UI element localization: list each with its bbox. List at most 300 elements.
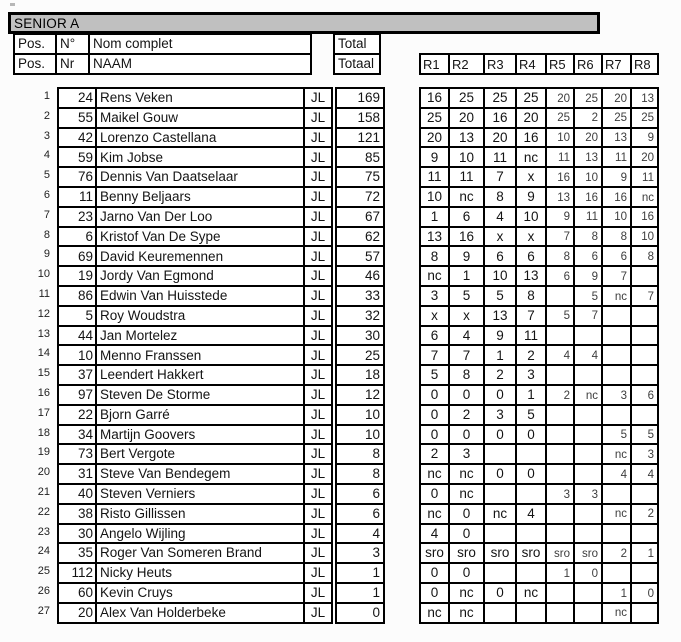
score-cell-r2: nc xyxy=(449,583,484,603)
score-cell-r2: 8 xyxy=(449,365,484,385)
score-cell-r3 xyxy=(484,444,516,464)
category-cell: JL xyxy=(304,543,332,563)
score-cell-r8: 25 xyxy=(631,108,658,128)
rider-row xyxy=(58,88,332,108)
scan-artifact xyxy=(10,3,15,6)
score-cell-r4: 0 xyxy=(516,464,546,484)
category-cell: JL xyxy=(304,405,332,425)
score-cell-r5: 4 xyxy=(546,345,574,365)
rider-number-cell: 31 xyxy=(58,464,96,484)
position-label: 9 xyxy=(43,248,50,261)
rider-name-cell: Bjorn Garré xyxy=(96,405,304,425)
rider-number-cell: 112 xyxy=(58,563,96,583)
score-cell-r4: 10 xyxy=(516,207,546,227)
score-cell-r6: 0 xyxy=(574,563,602,583)
score-cell-r8: 4 xyxy=(631,464,658,484)
total-cell: 3 xyxy=(336,543,384,563)
rider-number-cell: 34 xyxy=(58,425,96,445)
rounds-header-row xyxy=(420,54,658,74)
rider-name-cell: Rens Veken xyxy=(96,88,304,108)
rider-name-cell: Menno Franssen xyxy=(96,345,304,365)
score-cell-r4 xyxy=(516,444,546,464)
rider-row xyxy=(58,425,332,445)
score-cell-r7: 6 xyxy=(602,246,631,266)
rider-name-cell: Kristof Van De Sype xyxy=(96,227,304,247)
rider-number-cell: 24 xyxy=(58,88,96,108)
header-total-nl: Totaal xyxy=(334,54,380,74)
total-row xyxy=(336,326,384,346)
total-row xyxy=(336,286,384,306)
score-cell-r3 xyxy=(484,603,516,623)
score-cell-r2: 3 xyxy=(449,444,484,464)
rider-row xyxy=(58,583,332,603)
score-cell-r5 xyxy=(546,286,574,306)
total-cell: 1 xyxy=(336,563,384,583)
score-cell-r7: 25 xyxy=(602,108,631,128)
score-cell-r4: 3 xyxy=(516,365,546,385)
score-cell-r4: 2 xyxy=(516,345,546,365)
total-cell: 30 xyxy=(336,326,384,346)
score-cell-r4: 16 xyxy=(516,128,546,148)
total-cell: 46 xyxy=(336,266,384,286)
total-row xyxy=(336,88,384,108)
rider-row xyxy=(58,385,332,405)
total-row xyxy=(336,444,384,464)
total-row xyxy=(336,405,384,425)
score-cell-r3: 3 xyxy=(484,405,516,425)
total-cell: 18 xyxy=(336,365,384,385)
category-cell: JL xyxy=(304,524,332,544)
rider-row xyxy=(58,167,332,187)
total-cell: 6 xyxy=(336,504,384,524)
score-cell-r2: 0 xyxy=(449,504,484,524)
total-cell: 12 xyxy=(336,385,384,405)
score-cell-r1: nc xyxy=(420,464,449,484)
total-row xyxy=(336,227,384,247)
position-label: 16 xyxy=(37,386,50,399)
header-name-fr: Nom complet xyxy=(89,34,311,54)
position-label: 13 xyxy=(37,327,50,340)
category-cell: JL xyxy=(304,603,332,623)
score-cell-r7: 16 xyxy=(602,187,631,207)
scores-row xyxy=(420,167,658,187)
score-cell-r5: 6 xyxy=(546,266,574,286)
score-cell-r5: 20 xyxy=(546,88,574,108)
score-cell-r1: sro xyxy=(420,543,449,563)
scores-row xyxy=(420,88,658,108)
score-cell-r5: 11 xyxy=(546,147,574,167)
rider-name-cell: Benny Beljaars xyxy=(96,187,304,207)
rider-name-cell: Leendert Hakkert xyxy=(96,365,304,385)
score-cell-r7: 10 xyxy=(602,207,631,227)
score-cell-r6: 6 xyxy=(574,246,602,266)
total-cell: 8 xyxy=(336,464,384,484)
score-cell-r6: 8 xyxy=(574,227,602,247)
score-cell-r5: 9 xyxy=(546,207,574,227)
score-cell-r3: 13 xyxy=(484,306,516,326)
header-row-nl xyxy=(14,54,311,74)
score-cell-r5: 16 xyxy=(546,167,574,187)
score-cell-r1: 0 xyxy=(420,425,449,445)
position-label: 15 xyxy=(37,367,50,380)
rider-number-cell: 23 xyxy=(58,207,96,227)
total-row xyxy=(336,524,384,544)
position-label: 27 xyxy=(37,604,50,617)
category-cell: JL xyxy=(304,484,332,504)
category-cell: JL xyxy=(304,128,332,148)
score-cell-r7: 3 xyxy=(602,385,631,405)
score-cell-r4: 4 xyxy=(516,504,546,524)
rider-row xyxy=(58,345,332,365)
rider-name-cell: Roger Van Someren Brand xyxy=(96,543,304,563)
rider-number-cell: 22 xyxy=(58,405,96,425)
score-cell-r5 xyxy=(546,326,574,346)
score-cell-r6 xyxy=(574,444,602,464)
score-cell-r3 xyxy=(484,524,516,544)
score-cell-r2: sro xyxy=(449,543,484,563)
rider-number-cell: 20 xyxy=(58,603,96,623)
position-label: 14 xyxy=(37,347,50,360)
category-cell: JL xyxy=(304,306,332,326)
rider-number-cell: 37 xyxy=(58,365,96,385)
score-cell-r3: 2 xyxy=(484,365,516,385)
position-label: 1 xyxy=(43,90,50,102)
scores-row xyxy=(420,207,658,227)
score-cell-r7: 7 xyxy=(602,266,631,286)
score-cell-r3: nc xyxy=(484,504,516,524)
score-cell-r4: 5 xyxy=(516,405,546,425)
rider-number-cell: 60 xyxy=(58,583,96,603)
rider-row xyxy=(58,524,332,544)
header-num-fr: N° xyxy=(56,34,89,54)
rider-row xyxy=(58,147,332,167)
score-cell-r1: 20 xyxy=(420,128,449,148)
score-cell-r5: sro xyxy=(546,543,574,563)
category-cell: JL xyxy=(304,345,332,365)
score-cell-r8 xyxy=(631,524,658,544)
score-cell-r3: x xyxy=(484,227,516,247)
score-cell-r5: 13 xyxy=(546,187,574,207)
round-header-r3: R3 xyxy=(484,54,516,74)
score-cell-r4: 13 xyxy=(516,266,546,286)
rider-number-cell: 40 xyxy=(58,484,96,504)
score-cell-r2: 0 xyxy=(449,425,484,445)
position-label: 24 xyxy=(37,545,50,558)
score-cell-r2: nc xyxy=(449,464,484,484)
score-cell-r3: 10 xyxy=(484,266,516,286)
total-row xyxy=(336,385,384,405)
score-cell-r5 xyxy=(546,504,574,524)
category-cell: JL xyxy=(304,444,332,464)
score-cell-r1: 0 xyxy=(420,583,449,603)
score-cell-r1: 10 xyxy=(420,187,449,207)
total-row xyxy=(336,306,384,326)
score-cell-r6 xyxy=(574,524,602,544)
total-row xyxy=(336,128,384,148)
score-cell-r1: nc xyxy=(420,266,449,286)
rider-row xyxy=(58,128,332,148)
score-cell-r2: 10 xyxy=(449,147,484,167)
score-cell-r4: 7 xyxy=(516,306,546,326)
total-row xyxy=(336,563,384,583)
score-cell-r1: 0 xyxy=(420,484,449,504)
score-cell-r1: 13 xyxy=(420,227,449,247)
score-cell-r6: 3 xyxy=(574,484,602,504)
scores-row xyxy=(420,385,658,405)
rider-number-cell: 59 xyxy=(58,147,96,167)
rider-row xyxy=(58,306,332,326)
score-cell-r2: 5 xyxy=(449,286,484,306)
score-cell-r6 xyxy=(574,504,602,524)
rider-row xyxy=(58,603,332,623)
rider-row xyxy=(58,326,332,346)
total-cell: 72 xyxy=(336,187,384,207)
position-label: 6 xyxy=(43,188,50,201)
score-cell-r6 xyxy=(574,326,602,346)
score-cell-r7: nc xyxy=(602,444,631,464)
score-cell-r7: 9 xyxy=(602,167,631,187)
score-cell-r2: nc xyxy=(449,603,484,623)
score-cell-r3: 6 xyxy=(484,246,516,266)
score-cell-r4 xyxy=(516,563,546,583)
score-cell-r1: 3 xyxy=(420,286,449,306)
score-cell-r5 xyxy=(546,365,574,385)
rider-row xyxy=(58,563,332,583)
rider-number-cell: 55 xyxy=(58,108,96,128)
score-cell-r7: 1 xyxy=(602,583,631,603)
score-cell-r1: 6 xyxy=(420,326,449,346)
total-cell: 33 xyxy=(336,286,384,306)
score-cell-r2: 2 xyxy=(449,405,484,425)
category-cell: JL xyxy=(304,187,332,207)
score-cell-r1: 2 xyxy=(420,444,449,464)
category-cell: JL xyxy=(304,108,332,128)
score-cell-r7: nc xyxy=(602,603,631,623)
score-cell-r3: 4 xyxy=(484,207,516,227)
score-cell-r2: 0 xyxy=(449,385,484,405)
total-cell: 121 xyxy=(336,128,384,148)
round-header-r7: R7 xyxy=(602,54,631,74)
score-cell-r8: 16 xyxy=(631,207,658,227)
rider-name-cell: Jan Mortelez xyxy=(96,326,304,346)
rider-row xyxy=(58,484,332,504)
score-cell-r6 xyxy=(574,583,602,603)
score-cell-r7: 5 xyxy=(602,425,631,445)
score-cell-r5 xyxy=(546,444,574,464)
category-cell: JL xyxy=(304,147,332,167)
total-row xyxy=(336,504,384,524)
round-header-r2: R2 xyxy=(449,54,484,74)
score-cell-r1: 11 xyxy=(420,167,449,187)
score-cell-r7: nc xyxy=(602,504,631,524)
header-row-fr xyxy=(14,34,311,54)
score-cell-r1: 16 xyxy=(420,88,449,108)
score-cell-r3: 7 xyxy=(484,167,516,187)
score-cell-r6: 5 xyxy=(574,286,602,306)
category-cell: JL xyxy=(304,504,332,524)
scores-row xyxy=(420,603,658,623)
category-cell: JL xyxy=(304,167,332,187)
rider-row xyxy=(58,187,332,207)
score-cell-r3: sro xyxy=(484,543,516,563)
score-cell-r8 xyxy=(631,345,658,365)
score-cell-r1: 9 xyxy=(420,147,449,167)
total-row xyxy=(336,207,384,227)
score-cell-r2: 20 xyxy=(449,108,484,128)
score-cell-r1: 4 xyxy=(420,524,449,544)
total-header-table xyxy=(333,33,381,75)
score-cell-r5: 8 xyxy=(546,246,574,266)
score-cell-r7: 20 xyxy=(602,88,631,108)
score-cell-r4: x xyxy=(516,227,546,247)
score-cell-r6: 11 xyxy=(574,207,602,227)
score-cell-r8: 10 xyxy=(631,227,658,247)
score-cell-r8 xyxy=(631,306,658,326)
round-header-r5: R5 xyxy=(546,54,574,74)
rider-name-cell: Angelo Wijling xyxy=(96,524,304,544)
rider-number-cell: 44 xyxy=(58,326,96,346)
score-cell-r8 xyxy=(631,603,658,623)
rider-row xyxy=(58,543,332,563)
score-cell-r2: x xyxy=(449,306,484,326)
score-cell-r7: nc xyxy=(602,286,631,306)
rider-number-cell: 97 xyxy=(58,385,96,405)
rider-row xyxy=(58,246,332,266)
score-cell-r7 xyxy=(602,345,631,365)
rider-name-cell: Roy Woudstra xyxy=(96,306,304,326)
score-cell-r2: nc xyxy=(449,484,484,504)
rider-name-cell: Jordy Van Egmond xyxy=(96,266,304,286)
score-cell-r6: 16 xyxy=(574,187,602,207)
score-cell-r6: 7 xyxy=(574,306,602,326)
scores-row xyxy=(420,464,658,484)
rounds-header-table xyxy=(419,53,659,75)
total-row xyxy=(336,583,384,603)
category-cell: JL xyxy=(304,385,332,405)
score-cell-r3 xyxy=(484,563,516,583)
scores-row xyxy=(420,425,658,445)
scores-row xyxy=(420,543,658,563)
total-row xyxy=(336,345,384,365)
total-cell: 32 xyxy=(336,306,384,326)
score-cell-r6 xyxy=(574,425,602,445)
position-label-column xyxy=(0,87,50,622)
header-num-nl: Nr xyxy=(56,54,89,74)
score-cell-r8 xyxy=(631,405,658,425)
total-cell: 6 xyxy=(336,484,384,504)
score-cell-r8: 3 xyxy=(631,444,658,464)
rider-number-cell: 10 xyxy=(58,345,96,365)
rider-number-cell: 11 xyxy=(58,187,96,207)
total-cell: 10 xyxy=(336,425,384,445)
score-cell-r3: 0 xyxy=(484,425,516,445)
scores-row xyxy=(420,246,658,266)
score-cell-r8: 8 xyxy=(631,246,658,266)
score-cell-r1: 1 xyxy=(420,207,449,227)
score-cell-r6: 9 xyxy=(574,266,602,286)
score-cell-r3: 5 xyxy=(484,286,516,306)
score-cell-r8 xyxy=(631,326,658,346)
scores-row xyxy=(420,227,658,247)
score-cell-r2: 1 xyxy=(449,266,484,286)
position-label: 7 xyxy=(43,208,50,221)
score-cell-r1: nc xyxy=(420,603,449,623)
rider-name-cell: Maikel Gouw xyxy=(96,108,304,128)
rider-row xyxy=(58,365,332,385)
rider-name-cell: Alex Van Holderbeke xyxy=(96,603,304,623)
category-cell: JL xyxy=(304,464,332,484)
score-cell-r8: nc xyxy=(631,187,658,207)
score-cell-r2: 7 xyxy=(449,345,484,365)
total-cell: 4 xyxy=(336,524,384,544)
score-cell-r7 xyxy=(602,563,631,583)
score-cell-r3: 8 xyxy=(484,187,516,207)
position-label: 11 xyxy=(38,287,50,300)
rider-number-cell: 86 xyxy=(58,286,96,306)
position-label: 12 xyxy=(37,307,50,320)
score-cell-r6: sro xyxy=(574,543,602,563)
score-cell-r7: 2 xyxy=(602,543,631,563)
score-cell-r4: nc xyxy=(516,583,546,603)
score-cell-r3: 0 xyxy=(484,385,516,405)
scores-row xyxy=(420,405,658,425)
scores-row xyxy=(420,583,658,603)
rider-row xyxy=(58,227,332,247)
category-cell: JL xyxy=(304,246,332,266)
score-cell-r8: 20 xyxy=(631,147,658,167)
score-cell-r5: 1 xyxy=(546,563,574,583)
total-row xyxy=(336,266,384,286)
rider-number-cell: 42 xyxy=(58,128,96,148)
score-cell-r8: 11 xyxy=(631,167,658,187)
score-cell-r3: 0 xyxy=(484,583,516,603)
score-cell-r4 xyxy=(516,484,546,504)
score-cell-r5 xyxy=(546,464,574,484)
scores-row xyxy=(420,345,658,365)
rider-number-cell: 35 xyxy=(58,543,96,563)
category-cell: JL xyxy=(304,563,332,583)
position-label: 21 xyxy=(37,485,50,498)
total-row xyxy=(336,464,384,484)
rider-name-cell: Bert Vergote xyxy=(96,444,304,464)
score-cell-r5: 25 xyxy=(546,108,574,128)
score-cell-r8: 9 xyxy=(631,128,658,148)
total-cell: 62 xyxy=(336,227,384,247)
score-cell-r2: 25 xyxy=(449,88,484,108)
score-cell-r8: 1 xyxy=(631,543,658,563)
score-cell-r4: 6 xyxy=(516,246,546,266)
rider-name-cell: David Keuremennen xyxy=(96,246,304,266)
score-cell-r8 xyxy=(631,266,658,286)
score-cell-r3: 16 xyxy=(484,108,516,128)
category-title-bar xyxy=(8,12,600,34)
total-row xyxy=(336,425,384,445)
category-cell: JL xyxy=(304,88,332,108)
total-cell: 0 xyxy=(336,603,384,623)
position-label: 22 xyxy=(37,505,50,518)
position-label: 2 xyxy=(43,109,50,122)
score-cell-r8: 6 xyxy=(631,385,658,405)
totals-table xyxy=(335,87,385,624)
position-label: 25 xyxy=(37,565,50,578)
scores-row xyxy=(420,484,658,504)
category-cell: JL xyxy=(304,425,332,445)
position-label: 8 xyxy=(43,228,50,241)
round-header-r8: R8 xyxy=(631,54,658,74)
score-cell-r7 xyxy=(602,365,631,385)
total-cell: 85 xyxy=(336,147,384,167)
score-cell-r2: 4 xyxy=(449,326,484,346)
